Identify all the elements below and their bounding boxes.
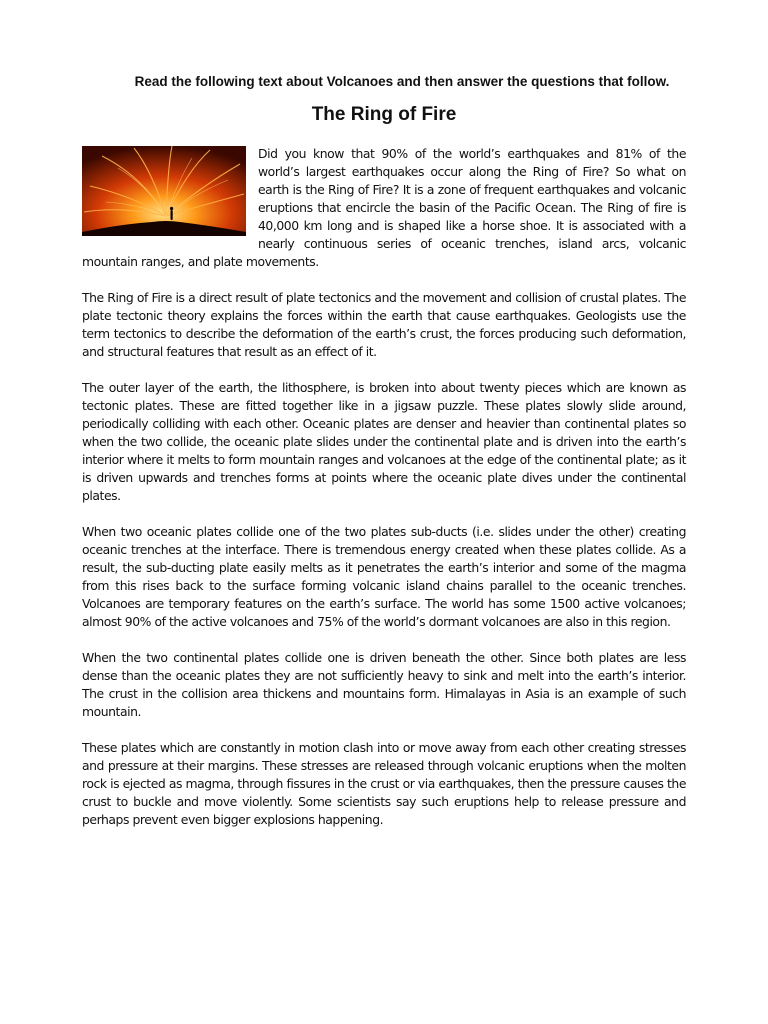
paragraph-2: The Ring of Fire is a direct result of plate tectonics and the movement and collision of crustal plates. The plate tectonic theory explains the forces within the earth that cause earthquakes. Geologists use the term tectonics to describe the deformation of the earth’s crust, the forces producing such deformation, and structural features that result as an effect of it. (82, 290, 686, 359)
instruction-text: Read the following text about Volcanoes and then answer the questions that follow. (134, 74, 670, 89)
paragraph-4: When two oceanic plates collide one of the two plates sub-ducts (i.e. slides under the other) creating oceanic trenches at the interface. There is tremendous energy created when these plates collide. As a result, the sub-ducting plate easily melts as it penetrates the earth’s interior and some of the magma from this rises back to the surface forming volcanic island chains parallel to the oceanic trenches. Volcanoes are temporary features on the earth’s surface. The world has some 1500 active volcanoes; almost 90% of the active volcanoes and 75% of the world’s dormant volcanoes are also in this region. (82, 524, 686, 629)
page-title: The Ring of Fire (311, 104, 457, 125)
paragraph-5: When the two continental plates collide one is driven beneath the other. Since both plates are less dense than the oceanic plates they are not sufficiently heavy to sink and melt into the earth’s interior. The crust in the collision area thickens and mountains form. Himalayas in Asia is an example of such mountain. (82, 650, 686, 719)
volcano-eruption-image (82, 146, 246, 236)
article-body (82, 145, 686, 847)
paragraph-6: These plates which are constantly in motion clash into or move away from each other creating stresses and pressure at their margins. These stresses are released through volcanic eruptions when the molten rock is ejected as magma, through fissures in the crust or via earthquakes, then the pressure causes the crust to buckle and move violently. Some scientists say such eruptions help to release pressure and perhaps prevent even bigger explosions happening. (82, 740, 686, 827)
paragraph-1 (82, 145, 686, 271)
paragraph-3: The outer layer of the earth, the lithosphere, is broken into about twenty pieces which are known as tectonic plates. These are fitted together like in a jigsaw puzzle. These plates slowly slide around, periodically colliding with each other. Oceanic plates are denser and heavier than continental plates so when the two collide, the oceanic plate slides under the continental plate and is driven into the earth’s interior where it melts to form mountain ranges and volcanoes at the edge of the continental plate; as it is driven upwards and trenches forms at points where the oceanic plate dives under the continental plates. (82, 380, 686, 503)
paragraph-1-text: Did you know that 90% of the world’s earthquakes and 81% of the world’s largest earthquakes occur along the Ring of Fire? So what on earth is the Ring of Fire? It is a zone of frequent earthquakes and volcanic eruptions that encircle the basin of the Pacific Ocean. The Ring of fire is 40,000 km long and is shaped like a horse shoe. It is associated with a nearly continuous series of oceanic trenches, island arcs, volcanic mountain ranges, and plate movements. (82, 146, 686, 269)
